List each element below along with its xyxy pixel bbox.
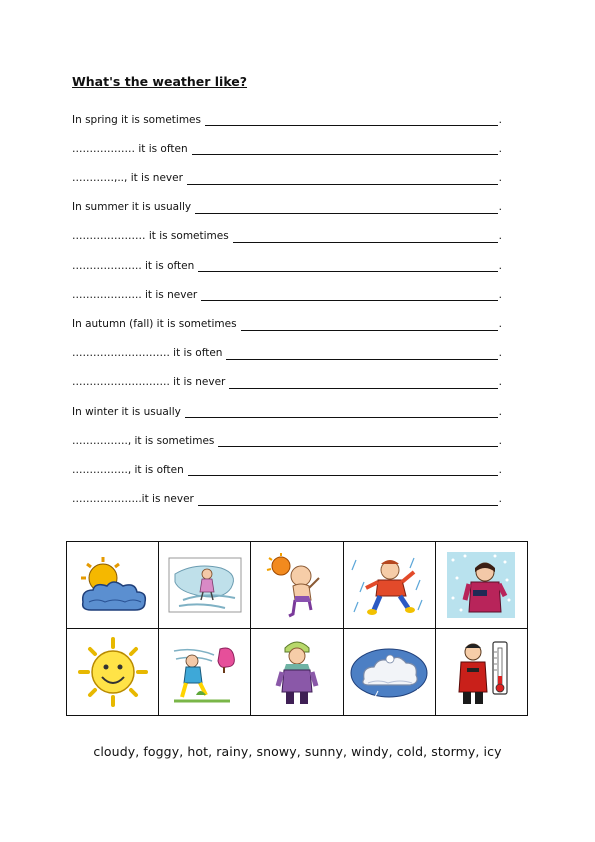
- answer-blank[interactable]: [229, 387, 497, 389]
- answer-blank[interactable]: [188, 474, 498, 476]
- word-bank: cloudy, foggy, hot, rainy, snowy, sunny, windy, cold, stormy, icy: [93, 744, 502, 759]
- line-end: .: [498, 405, 502, 418]
- picture-cell: [159, 629, 251, 716]
- line-prompt: ………………………. it is never: [72, 376, 226, 389]
- line-prompt: In winter it is usually: [72, 405, 181, 418]
- line-end: .: [498, 172, 502, 185]
- fill-line: [72, 133, 502, 162]
- fill-line: [72, 396, 502, 425]
- picture-cell: [159, 542, 251, 629]
- line-end: .: [498, 259, 502, 272]
- snowy-picture: [445, 550, 517, 620]
- fill-line: [72, 192, 502, 221]
- fill-line: [72, 104, 502, 133]
- line-end: .: [498, 230, 502, 243]
- picture-row: [67, 542, 528, 629]
- sunny-picture: [78, 637, 148, 707]
- picture-cell: [343, 542, 435, 629]
- fill-line: [72, 279, 502, 308]
- picture-cell: [251, 542, 343, 629]
- line-end: .: [498, 493, 502, 506]
- rainy-picture: [350, 552, 428, 618]
- picture-cell: [67, 542, 159, 629]
- line-end: .: [498, 463, 502, 476]
- answer-blank[interactable]: [241, 329, 498, 331]
- fill-line: [72, 221, 502, 250]
- line-end: .: [498, 376, 502, 389]
- line-prompt: ……………….. it is never: [72, 288, 198, 301]
- fill-line: [72, 250, 502, 279]
- fill-line: [72, 425, 502, 454]
- line-prompt: ……………… it is often: [72, 142, 188, 155]
- line-end: .: [498, 113, 502, 126]
- picture-cell: [343, 629, 435, 716]
- picture-grid: [66, 541, 528, 716]
- line-prompt: ………………… it is sometimes: [72, 230, 229, 243]
- line-end: .: [498, 142, 502, 155]
- answer-blank[interactable]: [198, 504, 498, 506]
- answer-blank[interactable]: [195, 212, 498, 214]
- line-end: .: [498, 434, 502, 447]
- fill-line: [72, 308, 502, 337]
- line-prompt: In summer it is usually: [72, 201, 192, 214]
- line-end: .: [498, 201, 502, 214]
- answer-blank[interactable]: [187, 183, 498, 185]
- picture-cell: [435, 629, 527, 716]
- picture-cell: [251, 629, 343, 716]
- line-end: .: [498, 347, 502, 360]
- fill-line: [72, 483, 502, 512]
- line-end: .: [498, 288, 502, 301]
- line-prompt: ………………..it is never: [72, 493, 194, 506]
- stormy-cloud-picture: [348, 641, 430, 703]
- hot-picture: [265, 552, 329, 618]
- windy-picture: [165, 554, 245, 616]
- answer-blank[interactable]: [233, 241, 498, 243]
- windy-tree-picture: [170, 639, 240, 705]
- icy-thermometer-picture: [449, 636, 513, 708]
- picture-cell: [67, 629, 159, 716]
- cloudy-sun-picture: [75, 554, 151, 616]
- fill-line: [72, 162, 502, 191]
- answer-blank[interactable]: [205, 124, 498, 126]
- answer-blank[interactable]: [226, 358, 497, 360]
- answer-blank[interactable]: [185, 416, 498, 418]
- picture-cell: [435, 542, 527, 629]
- line-prompt: …………,.., it is never: [72, 172, 183, 185]
- line-prompt: ……………….. it is often: [72, 259, 195, 272]
- line-end: .: [498, 318, 502, 330]
- answer-blank[interactable]: [201, 299, 497, 301]
- cold-picture: [272, 636, 322, 708]
- answer-blank[interactable]: [198, 270, 497, 272]
- line-prompt: ……………., it is often: [72, 463, 184, 476]
- fill-line: [72, 454, 502, 483]
- answer-blank[interactable]: [192, 153, 498, 155]
- line-prompt: ………………………. it is often: [72, 347, 223, 360]
- line-prompt: ……………., it is sometimes: [72, 434, 215, 447]
- fill-in-lines: [72, 104, 502, 513]
- fill-line: [72, 338, 502, 367]
- line-prompt: In autumn (fall) it is sometimes: [72, 318, 237, 330]
- line-prompt: In spring it is sometimes: [72, 113, 201, 126]
- fill-line: [72, 367, 502, 396]
- worksheet-title: What's the weather like?: [72, 74, 248, 89]
- picture-row: [67, 629, 528, 716]
- answer-blank[interactable]: [218, 445, 497, 447]
